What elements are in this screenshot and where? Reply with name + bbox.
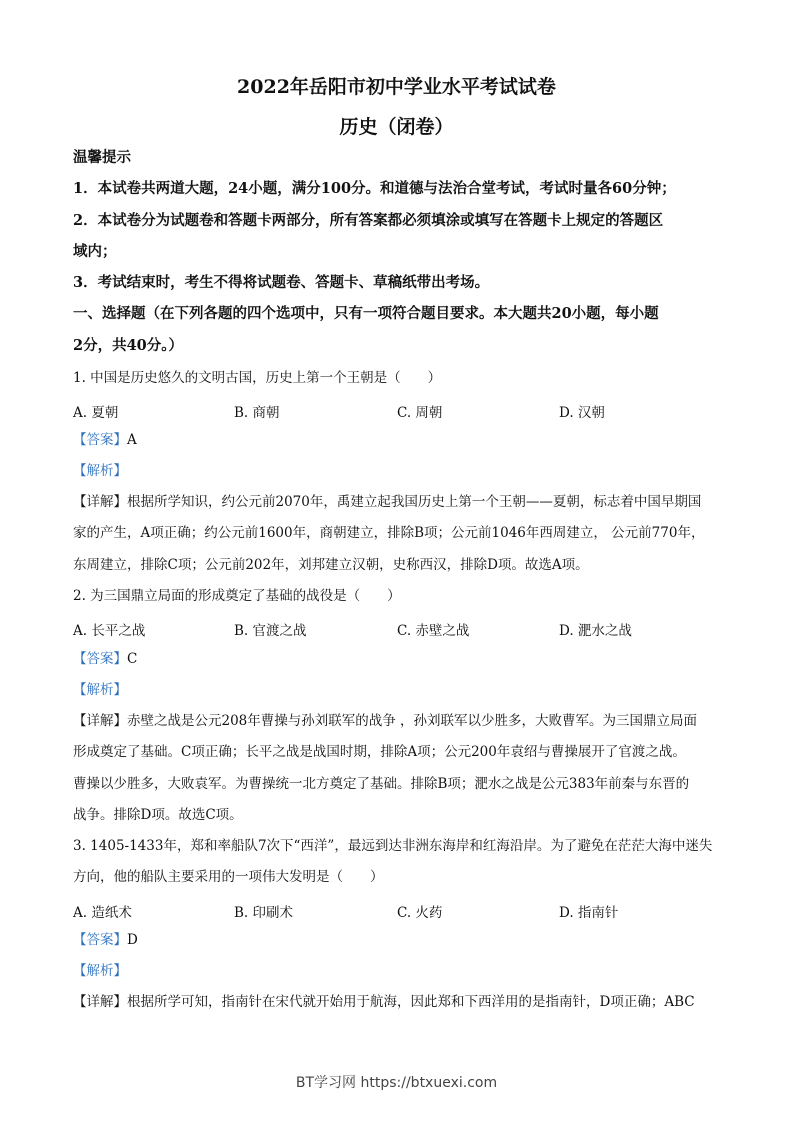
- option-a: A. 造纸术: [73, 905, 132, 921]
- answer-line: [73, 432, 723, 448]
- answer-value: A: [127, 432, 137, 448]
- tip-line: 2．本试卷分为试题卷和答题卡两部分，所有答案都必须填涂或填写在答题卡上规定的答题区: [73, 212, 664, 229]
- question-stem: 3. 1405-1433年，郑和率船队7次下“西洋”，最远到达非洲东海岸和红海沿岸。为了避免在茫茫大海中迷失: [73, 838, 713, 854]
- detail-line: [73, 994, 723, 1010]
- detail-line: 战争。排除D项。故选C项。: [73, 807, 243, 823]
- options-row: [73, 619, 723, 639]
- question-stem: 1. 中国是历史悠久的文明古国，历史上第一个王朝是（ ）: [73, 370, 442, 386]
- detail-text: 根据所学可知，指南针在宋代就开始用于航海，因此郑和下西洋用的是指南针，D项正确；ABC: [127, 994, 695, 1010]
- options-row: [73, 901, 723, 921]
- page-title: 2022年岳阳市初中学业水平考试试卷: [237, 76, 556, 98]
- answer-line: [73, 932, 723, 948]
- option-c: C. 周朝: [397, 405, 443, 421]
- answer-tag: 【答案】: [73, 651, 127, 667]
- answer-value: D: [127, 932, 138, 948]
- detail-line: 曹操以少胜多，大败袁军。为曹操统一北方奠定了基础。排除B项；淝水之战是公元383年前秦与东晋的: [73, 776, 690, 792]
- detail-line: 家的产生，A项正确；约公元前1600年，商朝建立，排除B项；公元前1046年西周建立， 公元前770年，: [73, 525, 705, 541]
- section-heading: 一、选择题（在下列各题的四个选项中，只有一项符合题目要求。本大题共20小题，每小题: [73, 305, 659, 322]
- options-row: [73, 401, 723, 421]
- option-a: A. 夏朝: [73, 405, 119, 421]
- detail-tag: 【详解】: [73, 994, 127, 1010]
- option-d: D. 淝水之战: [559, 623, 632, 639]
- tip-line: 域内；: [73, 243, 117, 260]
- section-heading: 2分，共40分。）: [73, 337, 184, 354]
- tips-heading: 温馨提示: [73, 149, 131, 166]
- answer-value: C: [127, 651, 138, 667]
- option-d: D. 指南针: [559, 905, 619, 921]
- answer-line: [73, 651, 723, 667]
- analysis-tag: 【解析】: [73, 963, 127, 979]
- option-c: C. 火药: [397, 905, 443, 921]
- analysis-tag: 【解析】: [73, 463, 127, 479]
- detail-line: 形成奠定了基础。C项正确；长平之战是战国时期，排除A项；公元200年袁绍与曹操展开了官渡之战。: [73, 744, 686, 760]
- detail-text: 赤壁之战是公元208年曹操与孙刘联军的战争 ，孙刘联军以少胜多，大败曹军。为三国鼎立局面: [127, 713, 698, 729]
- analysis-tag: 【解析】: [73, 682, 127, 698]
- option-d: D. 汉朝: [559, 405, 605, 421]
- answer-tag: 【答案】: [73, 932, 127, 948]
- detail-tag: 【详解】: [73, 494, 127, 510]
- tip-line: 3．考试结束时，考生不得将试题卷、答题卡、草稿纸带出考场。: [73, 274, 490, 291]
- option-c: C. 赤壁之战: [397, 623, 470, 639]
- footer-watermark: BT学习网 https://btxuexi.com: [295, 1075, 498, 1091]
- detail-line: 东周建立，排除C项；公元前202年，刘邦建立汉朝，史称西汉，排除D项。故选A项。: [73, 557, 589, 573]
- detail-tag: 【详解】: [73, 713, 127, 729]
- option-b: B. 官渡之战: [234, 623, 307, 639]
- detail-line: [73, 713, 723, 729]
- detail-line: [73, 494, 723, 510]
- option-b: B. 印刷术: [234, 905, 294, 921]
- option-b: B. 商朝: [234, 405, 280, 421]
- page-subtitle: 历史（闭卷）: [339, 116, 454, 138]
- tip-line: 1．本试卷共两道大题，24小题，满分100分。和道德与法治合堂考试，考试时量各60分钟；: [73, 180, 676, 197]
- option-a: A. 长平之战: [73, 623, 146, 639]
- detail-text: 根据所学知识，约公元前2070年，禹建立起我国历史上第一个王朝——夏朝，标志着中国早期国: [127, 494, 702, 510]
- question-stem: 方向，他的船队主要采用的一项伟大发明是（ ）: [73, 869, 384, 885]
- answer-tag: 【答案】: [73, 432, 127, 448]
- question-stem: 2. 为三国鼎立局面的形成奠定了基础的战役是（ ）: [73, 588, 401, 604]
